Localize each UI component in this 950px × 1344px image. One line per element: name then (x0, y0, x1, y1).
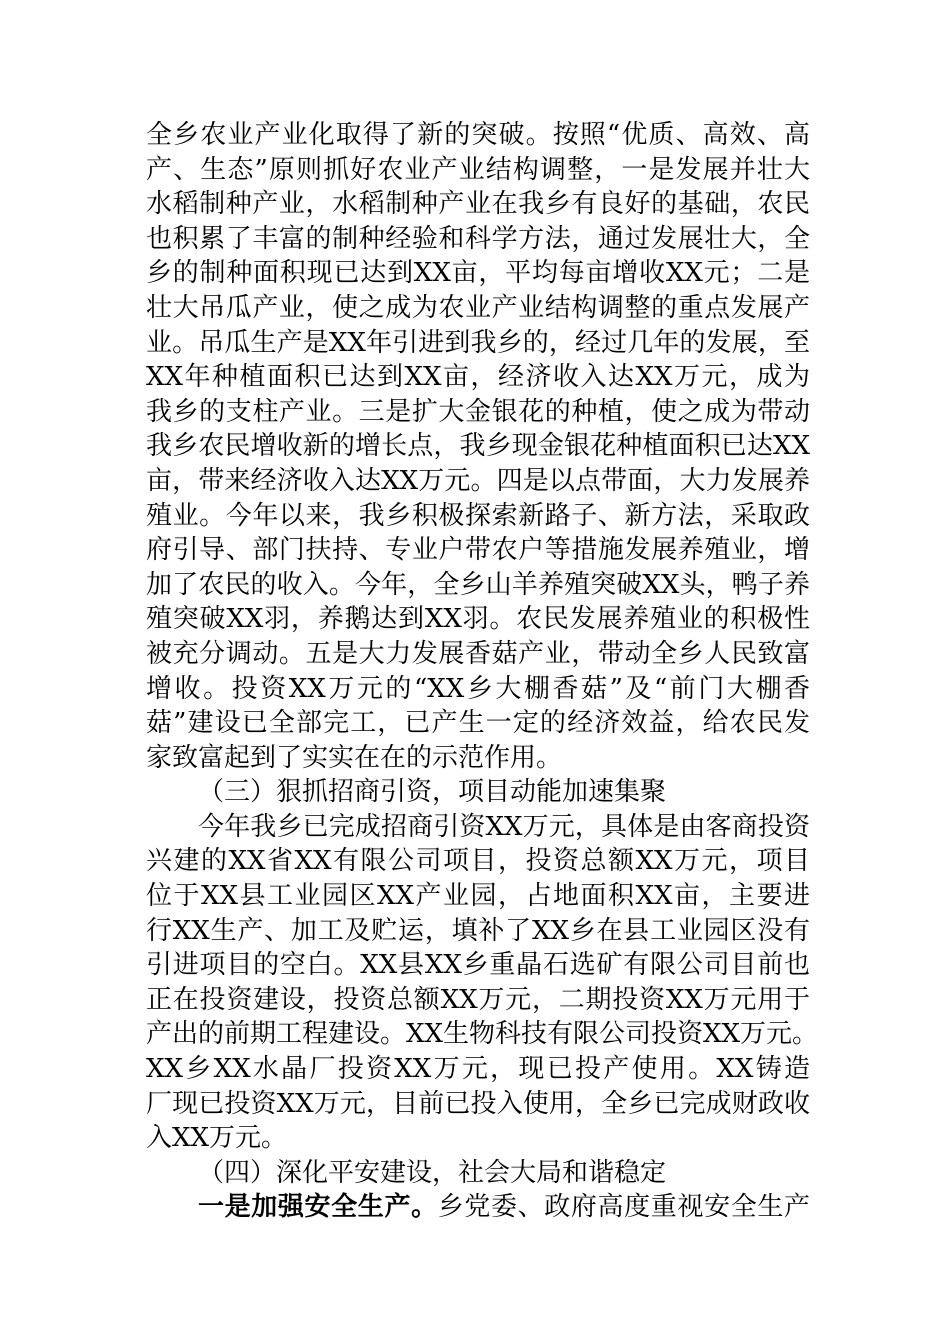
text-line: 位于XX县工业园区XX产业园，占地面积XX亩，主要进 (146, 881, 810, 912)
text-line: 入XX万元。 (146, 1123, 288, 1154)
text-line: XX年种植面积已达到XX亩，经济收入达XX万元，成为 (146, 362, 810, 393)
text-line: 引进项目的空白。XX县XX乡重晶石选矿有限公司目前也 (146, 950, 810, 981)
text-line: 我乡农民增收新的增长点，我乡现金银花种植面积已达XX (146, 431, 810, 462)
text-line: 产出的前期工程建设。XX生物科技有限公司投资XX万元。 (146, 1019, 819, 1050)
text-line: 也积累了丰富的制种经验和科学方法，通过发展壮大，全 (146, 223, 810, 254)
text-line: 殖突破XX羽，养鹅达到XX羽。农民发展养殖业的积极性 (146, 604, 810, 635)
text-line: 殖业。今年以来，我乡积极探索新路子、新方法，采取政 (146, 500, 810, 531)
text-line: 厂现已投资XX万元，目前已投入使用，全乡已完成财政收 (146, 1088, 810, 1119)
paragraph-agriculture (146, 118, 810, 775)
document-body (146, 118, 819, 1225)
text-line: 今年我乡已完成招商引资XX万元，具体是由客商投资 (198, 811, 810, 842)
text-line: 壮大吊瓜产业，使之成为农业产业结构调整的重点发展产 (146, 292, 810, 323)
text-line: 增收。投资XX万元的“XX乡大棚香菇”及“前门大棚香 (146, 673, 810, 704)
text-line: 加了农民的收入。今年，全乡山羊养殖突破XX头，鸭子养 (146, 569, 810, 600)
text-line: XX乡XX水晶厂投资XX万元，现已投产使用。XX铸造 (146, 1054, 810, 1085)
text-line: 产、生态”原则抓好农业产业结构调整，一是发展并壮大 (146, 154, 810, 185)
text-line: 亩，带来经济收入达XX万元。四是以点带面，大力发展养 (146, 465, 810, 496)
text-line: 业。吊瓜生产是XX年引进到我乡的，经过几年的发展，至 (146, 327, 810, 358)
section-heading-4: （四）深化平安建设，社会大局和谐稳定 (198, 1157, 667, 1188)
text-line: 正在投资建设，投资总额XX万元，二期投资XX万元用于 (146, 984, 810, 1015)
text-line: 乡的制种面积现已达到XX亩，平均每亩增收XX元；二是 (146, 258, 810, 289)
text-line: 我乡的支柱产业。三是扩大金银花的种植，使之成为带动 (146, 396, 810, 427)
section-heading-3: （三）狠抓招商引资，项目动能加速集聚 (198, 777, 667, 808)
text-line: 兴建的XX省XX有限公司项目，投资总额XX万元，项目 (146, 846, 810, 877)
lead-phrase: 一是加强安全生产。 (198, 1192, 438, 1223)
paragraph-investment (146, 810, 819, 1156)
text-line: 水稻制种产业，水稻制种产业在我乡有良好的基础，农民 (146, 189, 810, 220)
paragraph-safety (146, 1190, 810, 1225)
text-line: 行XX生产、加工及贮运，填补了XX乡在县工业园区没有 (146, 915, 810, 946)
text-line: 被充分调动。五是大力发展香菇产业，带动全乡人民致富 (146, 638, 810, 669)
text-line: 家致富起到了实实在在的示范作用。 (146, 742, 563, 773)
text-run: 乡党委、政府高度重视安全生产 (437, 1192, 810, 1223)
text-line: 菇”建设已全部完工，已产生一定的经济效益，给农民发 (146, 708, 810, 739)
text-line: 全乡农业产业化取得了新的突破。按照“优质、高效、高 (146, 120, 810, 150)
text-line: 府引导、部门扶持、专业户带农户等措施发展养殖业，增 (146, 535, 810, 566)
